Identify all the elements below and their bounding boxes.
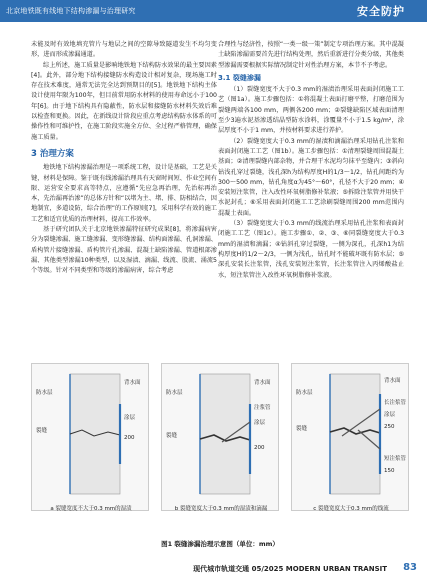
grout-pipe-label: 注浆管 <box>254 405 271 411</box>
thickness-label: 200 <box>254 445 265 451</box>
column-title: 安全防护 <box>357 5 405 18</box>
crack-label: 裂缝 <box>36 428 48 434</box>
crack-label: 裂缝 <box>166 433 178 439</box>
paragraph: 基于研究团队关于北京地铁渗漏特征研究成果[8]，将渗漏病害分为裂缝渗漏、施工缝渗漏、变形缝渗漏、结构面渗漏、孔洞渗漏、盾构管片接缝渗漏、盾构管片孔渗漏、混凝土缺陷渗漏、管道根部渗漏、其他类型渗漏10种类型，以及湿渍、滴漏、线流、股流、涌流5个等级。针对不同类型和等级的渗漏病害，综合考虑 <box>31 226 217 275</box>
coating-label: 涂层 <box>384 412 396 418</box>
figure-panel-a <box>31 363 149 511</box>
paragraph: （1）裂缝宽度不大于0.3 mm的湿渍治理采用表面封闭施工工艺（图1a）。施工步骤包括：①将混凝土表面打磨平整，打磨范围为裂缝两端各100 mm，两侧各200 mm；②裂缝缺陷区域表面清理至少3遍水泥基渗透结晶型防水涂料，涂覆量不小于1.5 kg/m²，涂层厚度不小于1 mm，并按材料要求进行养护。 <box>218 86 404 135</box>
figure-panel-c <box>291 363 409 511</box>
waterproof-label: 防水层 <box>296 390 313 396</box>
back-soil-label: 背水面 <box>124 380 141 386</box>
crack-diagram-b <box>162 364 280 502</box>
crack-diagram-c <box>292 364 410 502</box>
left-column <box>31 40 217 277</box>
right-column <box>218 40 404 281</box>
paragraph: 未能及时有效地填充管片与地层之间的空隙导致隧道发生不均匀变形，进而形成渗漏通道。 <box>31 41 217 59</box>
short-pipe-label: 短注浆管 <box>384 456 407 462</box>
waterproof-label: 防水层 <box>166 390 183 396</box>
figure-panel-b <box>161 363 279 511</box>
journal-issue: 现代城市轨道交通 05/2025 MODERN URBAN TRANSIT <box>193 565 387 573</box>
paragraph: （2）裂缝宽度大于0.3 mm的湿渍和滴漏治理采用钻孔注浆和表面封闭施工工艺（图1b）。施工步骤包括：①清理裂缝周围混凝土基面；②清理裂缝内部杂物，并合理干水泥均匀抹平至缝内；③斜向钻浅孔穿过裂缝，浅孔深h为结构厚度H的1/3～1/2，钻孔间距约为300～500 mm，钻孔角度α为45°～60°，孔径不大于20 mm；④安装短注浆管，注入改性环氧树脂修补浆液；⑤拆除注浆管并用快干水泥封孔；⑥采用表面封闭施工工艺涂刷裂缝周围200 mm范围内混凝土表面。 <box>218 137 404 217</box>
panel-caption: b 裂缝宽度大于0.3 mm的湿渍和滴漏 <box>174 506 268 512</box>
page-number: 83 <box>403 562 417 573</box>
thickness-label: 200 <box>124 435 135 441</box>
thickness-label: 250 <box>384 424 395 430</box>
long-pipe-label: 长注浆管 <box>384 400 407 406</box>
thickness-label-2: 150 <box>384 468 395 474</box>
coating-label: 涂层 <box>254 420 266 426</box>
journal-topic: 北京地铁既有线地下结构渗漏与治理研究 <box>6 7 136 15</box>
figure-caption: 图1 裂缝渗漏治理示意图（单位：mm） <box>161 540 279 548</box>
page-header <box>0 0 427 22</box>
coating-label: 涂层 <box>124 415 136 421</box>
paragraph: 地铁地下结构渗漏治理是一项系统工程，设计是基础，工艺是关键，材料是保障。鉴于既有线渗漏治理具有天窗时间短、作业空间有限、运营安全要求高等特点，应遵循“先应急再治理，先治标再治本，先治漏再治渗”的总体方针和“以堵为主、堵、排、防相结合，因地制宜，多道设防，综合治理”的工作原则[7]，采用科学有效的施工工艺和适宜优质的治理材料，提高工作效率。 <box>31 164 217 223</box>
figure <box>31 363 409 548</box>
panel-caption: c 裂缝宽度大于0.3 mm的线流 <box>313 506 389 512</box>
paragraph: （3）裂缝宽度大于0.3 mm的线流治理采用钻孔注浆和表面封闭施工工艺（图1c）。施工步骤①、②、③、⑥同裂缝宽度大于0.3 mm的湿渍和滴漏；④钻斜孔穿过裂缝，一侧为深孔，孔深h1为结构厚度H的1/2～2/3，一侧为浅孔，钻孔时不能破坏既有防水层；⑤深孔安装长注浆管，浅孔安装短注浆管，长注浆管注入丙烯酸盐止水，短注浆管注入改性环氧树脂修补浆液。 <box>218 220 404 279</box>
crack-label: 裂缝 <box>296 426 308 432</box>
page-footer <box>0 561 427 579</box>
subsection-title: 3.1 裂缝渗漏 <box>218 73 261 82</box>
waterproof-label: 防水层 <box>36 390 53 396</box>
paragraph: 综上所述，施工质量是影响地铁地下结构防水效果的最主要因素[4]。此外，部分地下结构接缝防水构造设计相对复杂，现场施工时存在技术难度，通常无法完全达到预期目的[5]。地铁地下结构主体设计使用年限为100年，但目前常用防水材料的使用寿命远小于100年[6]。由于地下结构具有隐蔽性，防水层和接缝防水材料失效后难以检查和更换。因此，在新线设计阶段应重点考虑结构防水体系的可操作性和可维护性，在施工阶段实施全方位、全过程严格管理，确保施工质量。 <box>31 61 217 141</box>
back-soil-label: 背水面 <box>384 378 401 384</box>
paragraph: 合理性与经济性，按照“一类一级一策”制定专项治理方案。其中混凝土缺陷渗漏需要首先进行结构处理，然后重新进行分类分级，其他类型渗漏需要根据实际情况制定针对性治理方案，本节不予考虑。 <box>218 41 404 69</box>
crack-diagram-a <box>32 364 150 502</box>
section-title: 3 治理方案 <box>31 148 74 159</box>
panel-caption: a 裂缝宽度不大于0.3 mm的湿渍 <box>50 506 132 512</box>
back-soil-label: 背水面 <box>254 380 271 386</box>
